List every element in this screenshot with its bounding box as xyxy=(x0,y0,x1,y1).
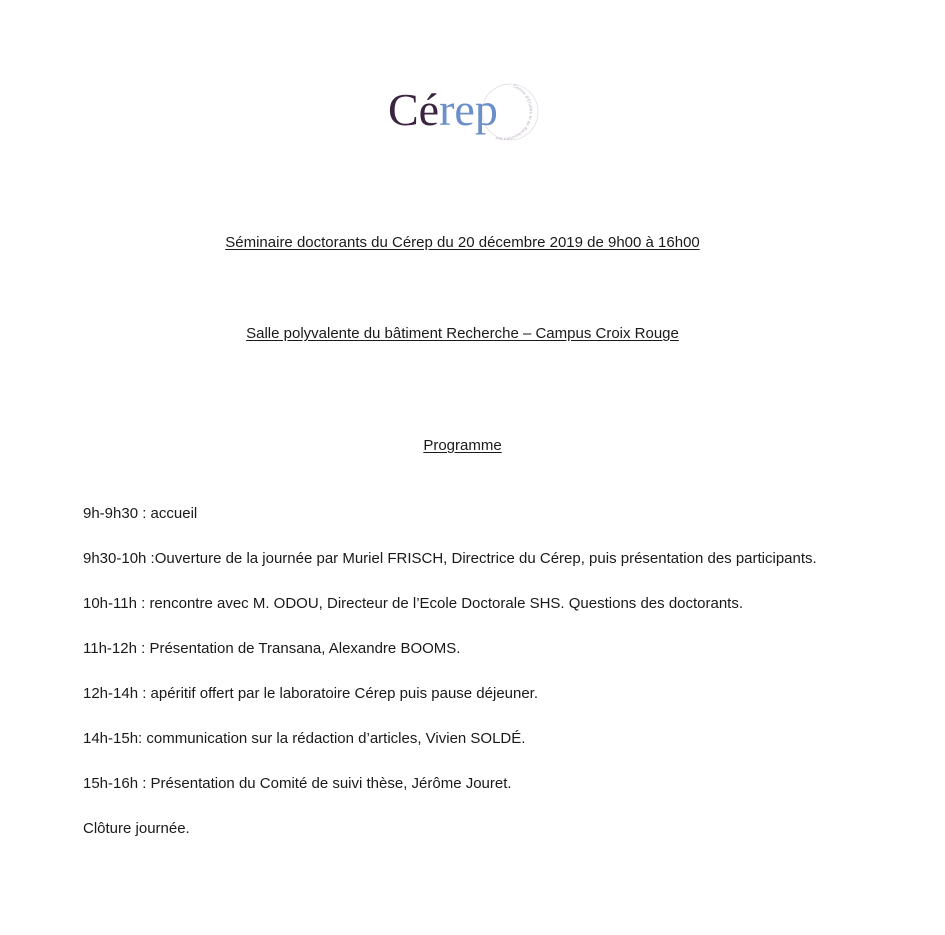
programme-item: 10h-11h : rencontre avec M. ODOU, Directeur de l’Ecole Doctorale SHS. Questions des doctorants. xyxy=(83,595,744,612)
cerep-logo xyxy=(385,78,545,158)
cerep-logo-graphic xyxy=(385,78,545,158)
programme-item: 9h30-10h :Ouverture de la journée par Muriel FRISCH, Directrice du Cérep, puis présentation des participants. xyxy=(83,550,817,567)
programme-list xyxy=(83,503,843,840)
logo-letters-dark: Cé xyxy=(388,84,440,135)
programme-item: 11h-12h : Présentation de Transana, Alexandre BOOMS. xyxy=(83,640,461,657)
logo-circle-text: Centre d'Etudes et de Recherches sur xyxy=(494,83,534,142)
seminar-location: Salle polyvalente du bâtiment Recherche – Campus Croix Rouge xyxy=(246,325,679,342)
programme-item: 9h-9h30 : accueil xyxy=(83,505,198,522)
logo-letters-accent: rep xyxy=(439,84,498,135)
programme-item: 14h-15h: communication sur la rédaction d’articles, Vivien SOLDÉ. xyxy=(83,730,526,747)
programme-item: 15h-16h : Présentation du Comité de suivi thèse, Jérôme Jouret. xyxy=(83,775,512,792)
programme-closing: Clôture journée. xyxy=(83,820,190,837)
programme-heading: Programme xyxy=(423,437,502,454)
seminar-title: Séminaire doctorants du Cérep du 20 décembre 2019 de 9h00 à 16h00 xyxy=(225,234,700,251)
svg-text:Cérep xyxy=(388,84,498,135)
programme-item: 12h-14h : apéritif offert par le laboratoire Cérep puis pause déjeuner. xyxy=(83,685,539,702)
